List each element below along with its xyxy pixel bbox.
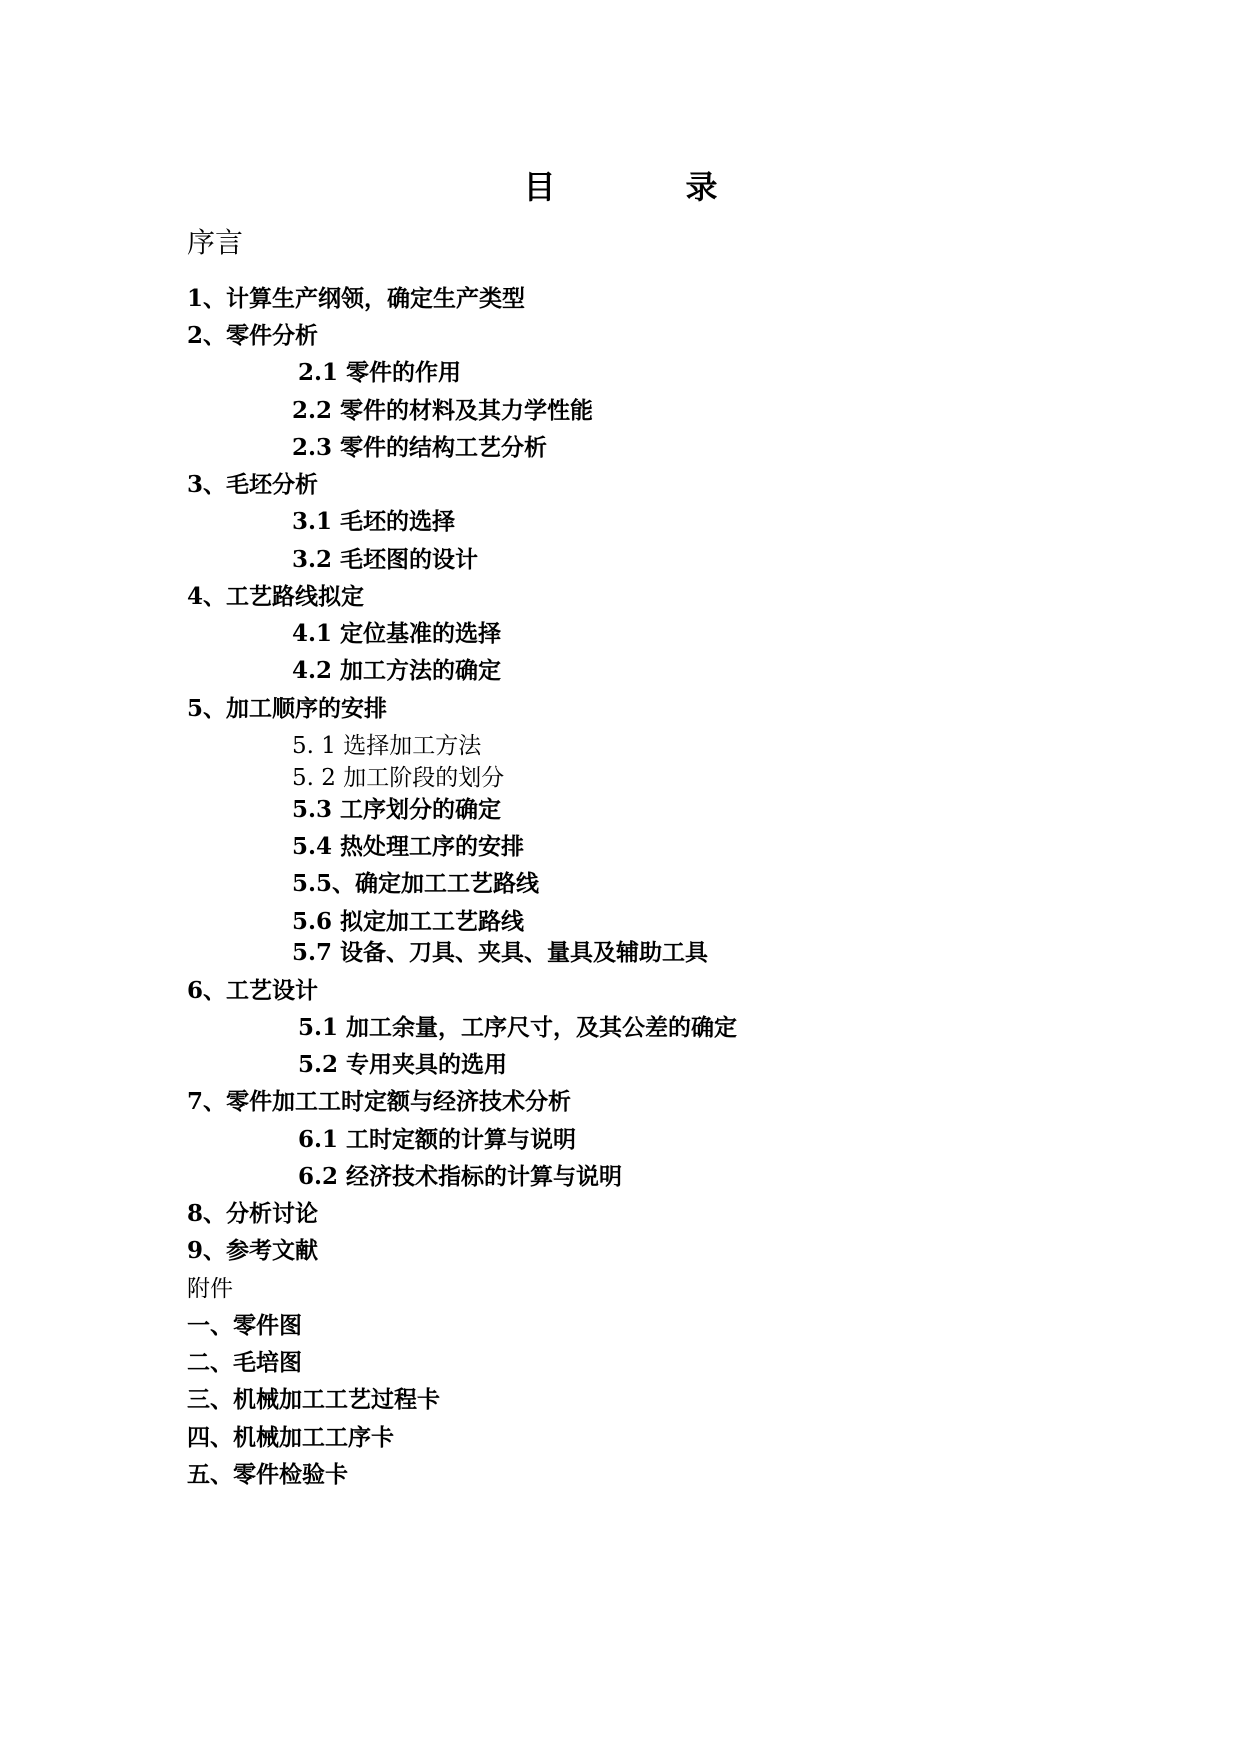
toc-title-char-2: 录 xyxy=(685,168,718,206)
toc-title xyxy=(0,162,1241,208)
toc-subentry: 5.4 热处理工序的安排 xyxy=(292,833,525,860)
toc-entry: 9、参考文献 xyxy=(187,1237,319,1264)
toc-entry: 一、零件图 xyxy=(187,1312,302,1339)
toc-subentry: 4.2 加工方法的确定 xyxy=(292,657,502,684)
toc-subentry: 5. 1 选择加工方法 xyxy=(292,733,482,759)
toc-subentry: 5.6 拟定加工工艺路线 xyxy=(292,908,525,935)
toc-preface: 序言 xyxy=(187,226,244,259)
toc-subentry: 5.5、确定加工工艺路线 xyxy=(292,870,540,897)
toc-subentry: 3.2 毛坯图的设计 xyxy=(292,546,479,573)
toc-entry: 2、零件分析 xyxy=(187,322,319,349)
toc-entry: 4、工艺路线拟定 xyxy=(187,583,365,610)
toc-subentry: 5.1 加工余量，工序尺寸，及其公差的确定 xyxy=(298,1014,738,1041)
toc-subentry: 5. 2 加工阶段的划分 xyxy=(292,765,505,791)
toc-entry: 三、机械加工工艺过程卡 xyxy=(187,1386,440,1413)
toc-entry: 8、分析讨论 xyxy=(187,1200,319,1227)
toc-subentry: 3.1 毛坯的选择 xyxy=(292,508,456,535)
toc-subentry: 5.7 设备、刀具、夹具、量具及辅助工具 xyxy=(292,939,709,966)
toc-entry: 五、零件检验卡 xyxy=(187,1461,348,1488)
toc-entry: 7、零件加工工时定额与经济技术分析 xyxy=(187,1088,572,1115)
toc-entry: 3、毛坯分析 xyxy=(187,471,319,498)
toc-entry: 6、工艺设计 xyxy=(187,977,319,1004)
toc-subentry: 6.2 经济技术指标的计算与说明 xyxy=(298,1163,623,1190)
toc-subentry: 4.1 定位基准的选择 xyxy=(292,620,502,647)
toc-entry: 1、计算生产纲领，确定生产类型 xyxy=(187,285,526,312)
toc-subentry: 6.1 工时定额的计算与说明 xyxy=(298,1126,577,1153)
toc-title-char-1: 目 xyxy=(523,168,556,206)
toc-subentry: 5.3 工序划分的确定 xyxy=(292,796,502,823)
toc-subentry: 5.2 专用夹具的选用 xyxy=(298,1051,508,1078)
toc-entry: 附件 xyxy=(187,1276,233,1302)
toc-subentry: 2.2 零件的材料及其力学性能 xyxy=(292,397,594,424)
toc-subentry: 2.1 零件的作用 xyxy=(298,359,462,386)
toc-entry: 二、毛培图 xyxy=(187,1349,302,1376)
toc-entry: 5、加工顺序的安排 xyxy=(187,695,388,722)
toc-entry: 四、机械加工工序卡 xyxy=(187,1424,394,1451)
toc-subentry: 2.3 零件的结构工艺分析 xyxy=(292,434,548,461)
